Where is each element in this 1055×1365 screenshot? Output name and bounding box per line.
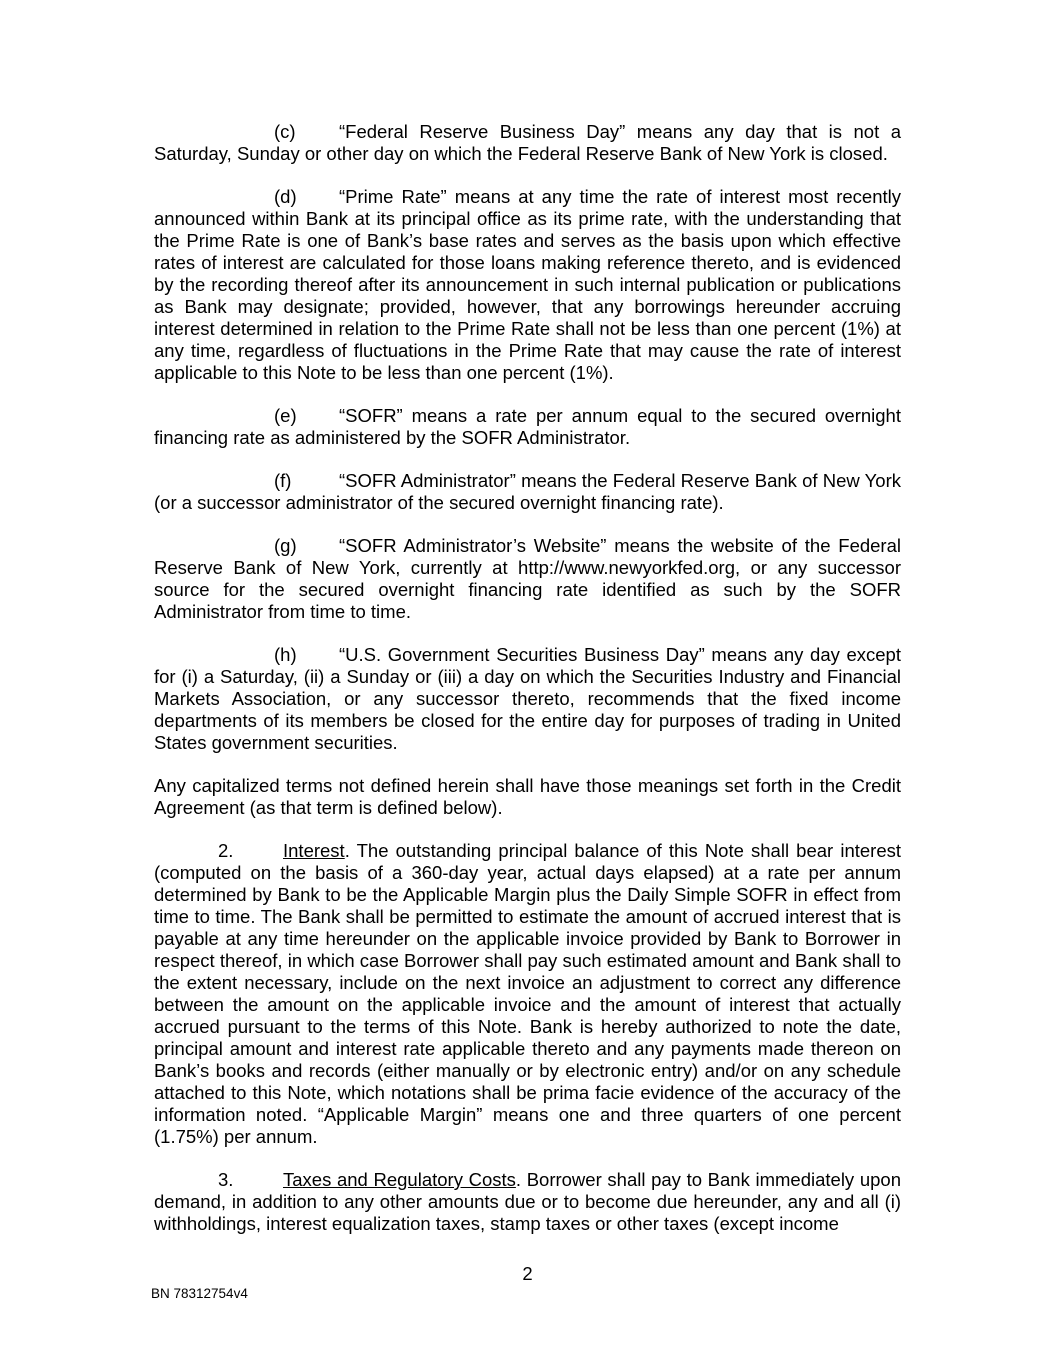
definition-text-e: “SOFR” means a rate per annum equal to the secured overnight financing rate as administered by the SOFR Administrator. — [154, 405, 901, 448]
definition-text-f: “SOFR Administrator” means the Federal Reserve Bank of New York (or a successor administrator of the secured overnight financing rate). — [154, 470, 901, 513]
closing-paragraph: Any capitalized terms not defined herein shall have those meanings set forth in the Credit Agreement (as that term is defined below). — [154, 775, 901, 818]
document-body — [154, 121, 901, 1256]
section-paragraph-taxes — [154, 1169, 901, 1235]
section-body-taxes: . Borrower shall pay to Bank immediately upon demand, in addition to any other amounts due or to become due hereunder, any and all (i) withholdings, interest equalization taxes, stamp taxes or other taxes (except income — [154, 1169, 901, 1234]
section-number-taxes: 3. — [218, 1169, 234, 1190]
section-heading-taxes: Taxes and Regulatory Costs — [283, 1169, 516, 1190]
definition-label-c: (c) — [274, 121, 296, 142]
definition-text-c: “Federal Reserve Business Day” means any day that is not a Saturday, Sunday or other day on which the Federal Reserve Bank of New York is closed. — [154, 121, 901, 164]
definition-paragraph-f — [154, 470, 901, 514]
definition-text-h: “U.S. Government Securities Business Day” means any day except for (i) a Saturday, (ii) a Sunday or (iii) a day on which the Securities Industry and Financial Markets Association, or any successor thereto, recommends that the fixed income departments of its members be closed for the entire day for purposes of trading in United States government securities. — [154, 644, 901, 753]
section-paragraph-interest — [154, 840, 901, 1148]
section-heading-interest: Interest — [283, 840, 345, 861]
definition-paragraph-d — [154, 186, 901, 384]
page-number: 2 — [522, 1263, 533, 1284]
definition-paragraph-c — [154, 121, 901, 165]
section-number-interest: 2. — [218, 840, 234, 861]
definition-text-g: “SOFR Administrator’s Website” means the website of the Federal Reserve Bank of New York, currently at http://www.newyorkfed.org, or any successor source for the secured overnight financing rate identified as such by the SOFR Administrator from time to time. — [154, 535, 901, 622]
definition-text-d: “Prime Rate” means at any time the rate of interest most recently announced within Bank at its principal office as its prime rate, with the understanding that the Prime Rate is one of Bank’s base rates and serves as the basis upon which effective rates of interest are calculated for those loans making reference thereto, and is evidenced by the recording thereof after its announcement in such internal publication or publications as Bank may designate; provided, however, that any borrowings hereunder accruing interest determined in relation to the Prime Rate shall not be less than one percent (1%) at any time, regardless of fluctuations in the Prime Rate that may cause the rate of interest applicable to this Note to be less than one percent (1%). — [154, 186, 901, 383]
definition-paragraph-h — [154, 644, 901, 754]
section-body-interest: . The outstanding principal balance of this Note shall bear interest (computed on the basis of a 360-day year, actual days elapsed) at a rate per annum determined by Bank to be the Applicable Margin plus the Daily Simple SOFR in effect from time to time. The Bank shall be permitted to estimate the amount of accrued interest that is payable at any time hereunder on the applicable invoice provided by Bank to Borrower in respect thereof, in which case Borrower shall pay such estimated amount and Bank shall to the extent necessary, include on the next invoice an adjustment to correct any difference between the amount on the applicable invoice and the amount of interest that actually accrued pursuant to the terms of this Note. Bank is hereby authorized to note the date, principal amount and interest rate applicable thereto and any payments made thereon on Bank’s books and records (either manually or by electronic entry) and/or on any schedule attached to this Note, which notations shall be prima facie evidence of the accuracy of the information noted. “Applicable Margin” means one and three quarters of one percent (1.75%) per annum. — [154, 840, 901, 1147]
document-id: BN 78312754v4 — [151, 1286, 248, 1301]
definition-label-e: (e) — [274, 405, 297, 426]
definition-label-f: (f) — [274, 470, 292, 491]
definition-label-d: (d) — [274, 186, 297, 207]
definition-label-h: (h) — [274, 644, 297, 665]
definition-paragraph-e — [154, 405, 901, 449]
definition-label-g: (g) — [274, 535, 297, 556]
definition-paragraph-g — [154, 535, 901, 623]
